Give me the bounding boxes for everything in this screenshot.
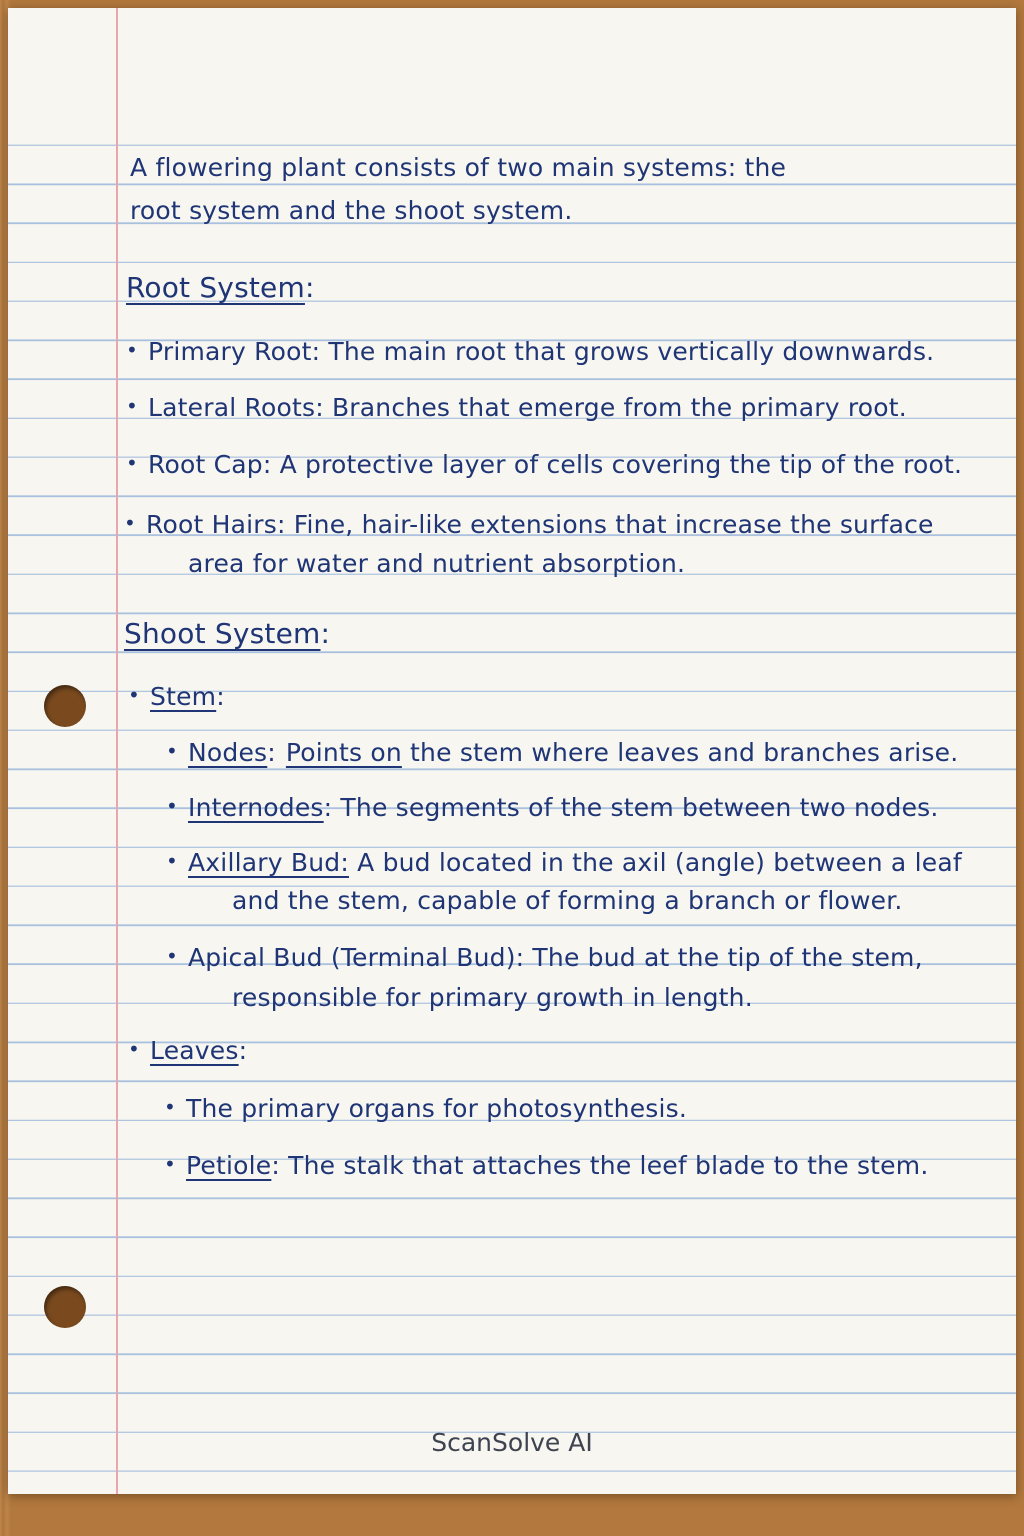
page-top-margin [8, 8, 1016, 116]
bullet: • [166, 849, 178, 873]
bullet: • [166, 739, 178, 763]
leaves-desc: : The stalk that attaches the leef blade to the stem. [271, 1151, 929, 1180]
root-term: Primary Root [148, 337, 312, 366]
apical-bud-continuation: responsible for primary growth in length. [232, 983, 753, 1012]
notebook-page [8, 8, 1016, 1494]
root-hairs-continuation: area for water and nutrient absorption. [188, 549, 686, 578]
leaves-heading [128, 1038, 247, 1063]
root-desc: : Branches that emerge from the primary root. [315, 393, 907, 422]
root-desc: : A protective layer of cells covering the tip of the root. [262, 450, 963, 479]
root-item-root-cap [126, 452, 962, 477]
bullet: • [128, 1037, 140, 1061]
root-item-lateral-roots [126, 395, 907, 420]
leaves-term: Petiole [186, 1151, 272, 1180]
leaves-item-photosynthesis [164, 1096, 687, 1121]
stem-term: Internodes [188, 793, 324, 822]
leaves-item-petiole [164, 1153, 928, 1178]
shoot-system-colon: : [320, 617, 331, 650]
punch-hole-lower [44, 1286, 86, 1328]
bullet: • [126, 451, 138, 475]
stem-desc: : The segments of the stem between two nodes. [323, 793, 939, 822]
stem-item-apical-bud [166, 945, 923, 970]
shoot-system-heading [124, 617, 331, 650]
stem-desc: : The bud at the tip of the stem, [515, 943, 923, 972]
stem-desc: the stem where leaves and branches arise. [401, 738, 959, 767]
intro-line-2: root system and the shoot system. [130, 196, 573, 225]
shoot-system-title: Shoot System [124, 617, 321, 650]
bullet: • [164, 1095, 176, 1119]
bullet: • [166, 794, 178, 818]
stem-colon: : [216, 682, 225, 711]
bullet: • [124, 511, 136, 535]
root-term: Root Hairs [146, 510, 277, 539]
intro-line-1: A flowering plant consists of two main systems: the [130, 153, 787, 182]
stem-term: Apical Bud (Terminal Bud) [188, 943, 516, 972]
stem-term: Nodes [188, 738, 268, 767]
root-item-root-hairs [124, 512, 934, 537]
root-term: Root Cap [148, 450, 263, 479]
root-system-title: Root System [126, 271, 305, 304]
bullet: • [126, 394, 138, 418]
scansolve-watermark: ScanSolve AI [431, 1428, 593, 1457]
root-term: Lateral Roots [148, 393, 316, 422]
stem-term-secondary: Points on [285, 738, 402, 767]
stem-item-axillary-bud [166, 850, 962, 875]
bullet: • [164, 1152, 176, 1176]
stem-label: Stem [150, 682, 217, 711]
bullet: • [128, 683, 140, 707]
bullet: • [126, 338, 138, 362]
stem-item-internodes [166, 795, 939, 820]
stem-desc: A bud located in the axil (angle) between a leaf [348, 848, 962, 877]
leaves-text: The primary organs for photosynthesis. [186, 1094, 688, 1123]
leaves-colon: : [238, 1036, 248, 1065]
root-system-heading [126, 271, 315, 304]
stem-heading [128, 684, 225, 709]
stem-item-nodes [166, 740, 958, 765]
root-system-colon: : [304, 271, 315, 304]
bullet: • [166, 944, 178, 968]
stem-term: Axillary Bud: [188, 848, 349, 877]
root-desc: : The main root that grows vertically downwards. [311, 337, 935, 366]
leaves-label: Leaves [150, 1036, 239, 1065]
root-item-primary-root [126, 339, 934, 364]
root-desc: : Fine, hair-like extensions that increase the surface [276, 510, 934, 539]
punch-hole-upper [44, 685, 86, 727]
stem-term-colon: : [267, 738, 276, 767]
margin-line [116, 8, 118, 1494]
axillary-bud-continuation: and the stem, capable of forming a branch or flower. [232, 886, 903, 915]
